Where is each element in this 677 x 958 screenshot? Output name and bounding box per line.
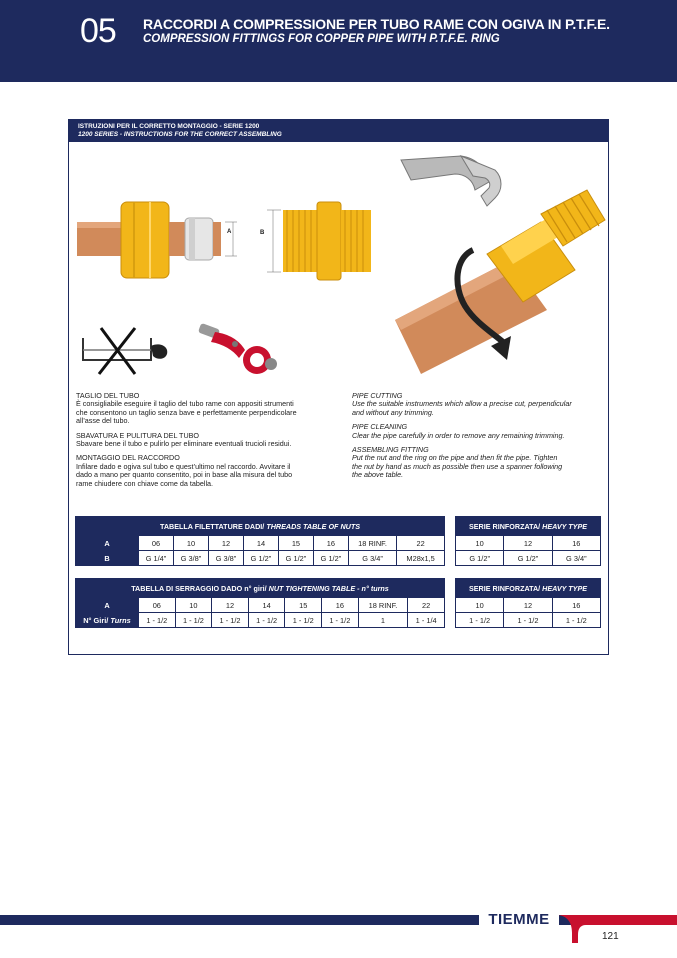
- tightening-table-caption: TABELLA DI SERRAGGIO DADO n° giri/ NUT TIGHTENING TABLE - n° turns: [76, 579, 445, 598]
- assembly-illustration: [391, 150, 607, 384]
- table-row: 10 12 16: [456, 536, 601, 551]
- dimension-a-label: A: [227, 229, 232, 235]
- tightening-table: [75, 578, 445, 628]
- instruction-it-cutting: TAGLIO DEL TUBO È consigliabile eseguire il taglio del tubo rame con appositi strumenti che consentono un taglio senza bave e perfettamente perpendicolare all’asse del tubo.: [76, 391, 297, 426]
- hacksaw-crossed-icon: [77, 324, 177, 378]
- table-row: G 1/2” G 1/2” G 3/4”: [456, 551, 601, 566]
- table-row: B G 1/4” G 3/8” G 3/8” G 1/2” G 1/2” G 1/2” G 3/4” M28x1,5: [76, 551, 445, 566]
- panel-heading-it: ISTRUZIONI PER IL CORRETTO MONTAGGIO - SERIE 1200: [78, 123, 260, 130]
- fitting-dimension-drawing: [77, 196, 377, 288]
- instruction-en-cleaning: PIPE CLEANING Clear the pipe carefully in order to remove any remaining trimming.: [352, 422, 565, 440]
- chapter-number: 05: [80, 12, 116, 50]
- table-row: A 06 10 12 14 15 16 18 RINF. 22: [76, 598, 445, 613]
- instructions-panel: [68, 119, 609, 655]
- table-row: A 06 10 12 14 15 16 18 RINF. 22: [76, 536, 445, 551]
- tightening-heavy-caption: SERIE RINFORZATA/ HEAVY TYPE: [456, 579, 601, 598]
- instruction-en-cutting: PIPE CUTTING Use the suitable instruments which allow a precise cut, perpendicular and without any trimming.: [352, 391, 572, 417]
- panel-heading-en: 1200 SERIES - INSTRUCTIONS FOR THE CORRECT ASSEMBLING: [78, 131, 282, 138]
- page-number: 121: [602, 931, 619, 942]
- threads-table: [75, 516, 445, 566]
- instruction-en-assembling: ASSEMBLING FITTING Put the nut and the ring on the pipe and then fit the pipe. Tighten the nut by hand as much as possible then use a spanner following the above table.: [352, 445, 563, 480]
- dimension-b-label: B: [260, 230, 265, 236]
- instructions-it: [76, 392, 341, 488]
- instruction-it-assembling: MONTAGGIO DEL RACCORDO Infilare dado e ogiva sul tubo e quest’ultimo nel raccordo. Avvitare il dado a mano per quanto consentito, poi in base alla misura del tubo rame chiudere con chiave come da tabella.: [76, 453, 293, 488]
- instruction-it-cleaning: SBAVATURA E PULITURA DEL TUBO Sbavare bene il tubo e pulirlo per eliminare eventuali trucioli residui.: [76, 430, 292, 449]
- page-title: RACCORDI A COMPRESSIONE PER TUBO RAME CON OGIVA IN P.T.F.E.: [143, 16, 610, 32]
- table-row: N° Giri/ Turns 1 - 1/2 1 - 1/2 1 - 1/2 1 - 1/2 1 - 1/2 1 - 1/2 1 1 - 1/4: [76, 613, 445, 628]
- page-subtitle: COMPRESSION FITTINGS FOR COPPER PIPE WITH P.T.F.E. RING: [143, 33, 500, 45]
- tightening-heavy-table: [455, 578, 601, 628]
- brand-logo: TIEMME: [479, 909, 559, 931]
- threads-heavy-caption: SERIE RINFORZATA/ HEAVY TYPE: [456, 517, 601, 536]
- threads-heavy-table: [455, 516, 601, 566]
- table-row: 1 - 1/2 1 - 1/2 1 - 1/2: [456, 613, 601, 628]
- page-header: [0, 0, 677, 82]
- pipe-cutter-icon: [195, 320, 285, 380]
- table-row: 10 12 16: [456, 598, 601, 613]
- threads-table-caption: TABELLA FILETTATURE DADI/ THREADS TABLE OF NUTS: [76, 517, 445, 536]
- instructions-en: [352, 392, 604, 480]
- panel-heading: [69, 120, 608, 142]
